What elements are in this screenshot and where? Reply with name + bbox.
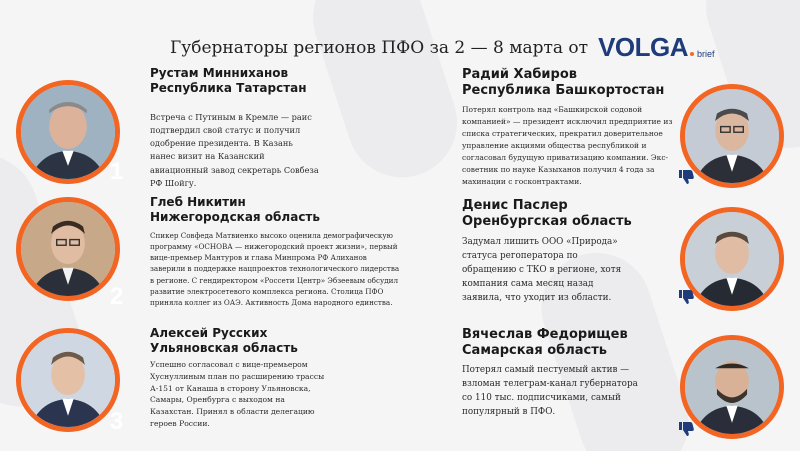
rank-badge: 2 (110, 283, 124, 310)
governor-region: Республика Татарстан (150, 81, 307, 95)
governor-4-description: Потерял контроль над «Башкирской содовой компанией» — президент исключил предприятие из списка стратегических, прекратил доверительное управление акциями общества республикой и согласовал будущую приватизацию компании. Экс-советник по науке Казыханов получил 4 года за махинации с госконтрактами. (462, 105, 673, 186)
governor-3-portrait (16, 328, 120, 432)
thumbs-down-icon (678, 422, 694, 436)
governor-region: Нижегородская область (150, 210, 320, 224)
governor-name: Рустам Минниханов (150, 66, 289, 80)
governor-6-portrait (680, 335, 784, 439)
rank-badge: 3 (110, 408, 124, 435)
governor-5-portrait (680, 207, 784, 311)
governor-3-heading (150, 326, 298, 356)
governor-region: Оренбургская область (462, 214, 632, 230)
thumbs-down-icon (678, 290, 694, 304)
rank-badge: 1 (110, 158, 124, 185)
governor-region: Республика Башкортостан (462, 83, 665, 99)
header (170, 32, 715, 63)
governor-name: Глеб Никитин (150, 195, 246, 209)
governor-3-description: Успешно согласовал с вице-премьером Хуснуллиным план по расширению трассы А-151 от Канаша в сторону Ульяновска, Самары, Оренбурга с выходом на Казахстан. Принял в области делегацию героев России. (150, 360, 325, 428)
governor-4-heading (462, 67, 664, 100)
governor-4-portrait (680, 84, 784, 188)
background-shape (299, 0, 472, 192)
governor-1-heading (150, 66, 307, 96)
governor-5-heading (462, 198, 632, 231)
governor-2-heading (150, 195, 320, 225)
page-title: Губернаторы регионов ПФО за 2 — 8 марта от (170, 37, 589, 58)
governor-2-portrait (16, 197, 120, 301)
governor-5-description: Задумал лишить ООО «Природа» статуса регоператора по обращению с ТКО в регионе, хотя компания сама месяц назад заявила, что уходит из области. (462, 237, 622, 304)
governor-name: Радий Хабиров (462, 67, 577, 82)
governor-1-portrait (16, 80, 120, 184)
governor-name: Денис Паслер (462, 198, 568, 213)
governor-region: Ульяновская область (150, 341, 298, 355)
governor-name: Алексей Русских (150, 326, 268, 340)
logo-dot (690, 52, 694, 56)
governor-6-heading (462, 327, 628, 360)
logo-main-text: VOLGA (598, 32, 689, 62)
logo-sub-text: brief (697, 48, 715, 59)
governor-name: Вячеслав Федорищев (462, 327, 628, 342)
governor-6-description: Потерял самый пестуемый актив — взломан телеграм-канал губернатора со 110 тыс. подписчиками, самый популярный в ПФО. (462, 365, 638, 418)
governor-region: Самарская область (462, 343, 607, 359)
volga-brief-logo (598, 32, 714, 63)
governor-2-description: Спикер Совфеда Матвиенко высоко оценила демографическую программу «ОСНОВА — нижегородский проект жизни», первый вице-премьер Мантуров и глава Минпрома РФ Алиханов заверили в поддержке нацпроектов технологического лидерства в регионе. С гендиректором «Россети Центр» Эбзеевым обсудил развитие электросетевого комплекса региона. Столица ПФО приняла коллег из ОАЭ. Активность Дома народного единства. (150, 231, 400, 307)
governor-1-description: Встреча с Путиным в Кремле — раис подтвердил свой статус и получил одобрение президента. В Казань нанес визит на Казанский авиационный завод секретарь Совбеза РФ Шойгу. (150, 112, 319, 188)
thumbs-down-icon (678, 170, 694, 184)
